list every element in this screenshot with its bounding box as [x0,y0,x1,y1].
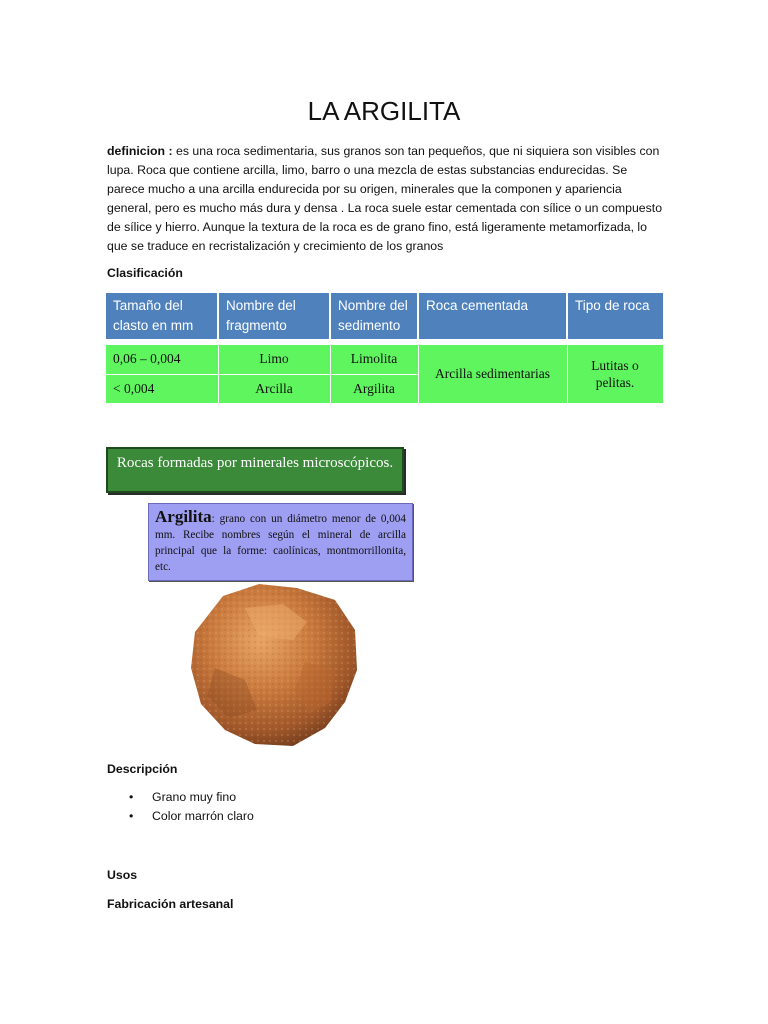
cell-sedimento: Limolita [330,345,418,374]
usos-heading: Usos [107,868,138,882]
classification-table [106,293,664,404]
argilita-infobox [148,503,413,581]
list-item [107,807,254,826]
argilita-rock-image [185,578,363,750]
definition-text: es una roca sedimentaria, sus granos son tan pequeños, que ni siquiera son visibles con lupa. Roca que contiene arcilla, limo, barro o una mezcla de estas substancias endurecidas. Se parece mucho a una arcilla endurecida por su origen, minerales que la componen y apariencia general, pero es mucho más dura y densa . La roca suele estar cementada con sílice o un compuesto de sílice y hierro. Aunque la textura de la roca es de grano fino, está ligeramente metamorfizada, lo que se traduce en recristalización y crecimiento de los granos [107,144,663,253]
cell-fragmento: Arcilla [218,374,330,403]
page-title: LA ARGILITA [307,96,461,126]
infobox-text: : grano con un diámetro menor de 0,004 mm. Recibe nombres según el mineral de arcilla principal que la forme: caolínicas, montmorrillonita, etc. [155,513,406,573]
rocas-banner: Rocas formadas por minerales microscópicos. [106,447,404,493]
list-item-text: Color marrón claro [152,809,254,823]
list-item [107,788,254,807]
descripcion-heading: Descripción [107,762,178,776]
definition-label: definicion : [107,144,173,158]
bullet-icon: • [129,790,134,804]
header-cell-sedimento: Nombre del sedimento [330,293,418,339]
cell-clasto: 0,06 – 0,004 [106,345,218,374]
cell-tipo-roca: Lutitas o pelitas. [567,345,663,403]
cell-roca-cementada: Arcilla sedimentarias [418,345,567,403]
header-cell-clasto: Tamaño del clasto en mm [106,293,218,339]
clasificacion-heading: Clasificación [107,266,183,280]
header-cell-fragmento: Nombre del fragmento [218,293,330,339]
cell-clasto: < 0,004 [106,374,218,403]
header-cell-roca-cementada: Roca cementada [418,293,567,339]
bullet-icon: • [129,809,134,823]
header-cell-tipo-roca: Tipo de roca [567,293,663,339]
cell-sedimento: Argilita [330,374,418,403]
descripcion-list [107,788,254,826]
list-item-text: Grano muy fino [152,790,237,804]
definition-paragraph [107,142,663,256]
table-row [106,345,663,374]
infobox-term: Argilita [155,507,212,526]
table-header-row [106,293,663,339]
cell-fragmento: Limo [218,345,330,374]
usos-text: Fabricación artesanal [107,897,234,911]
